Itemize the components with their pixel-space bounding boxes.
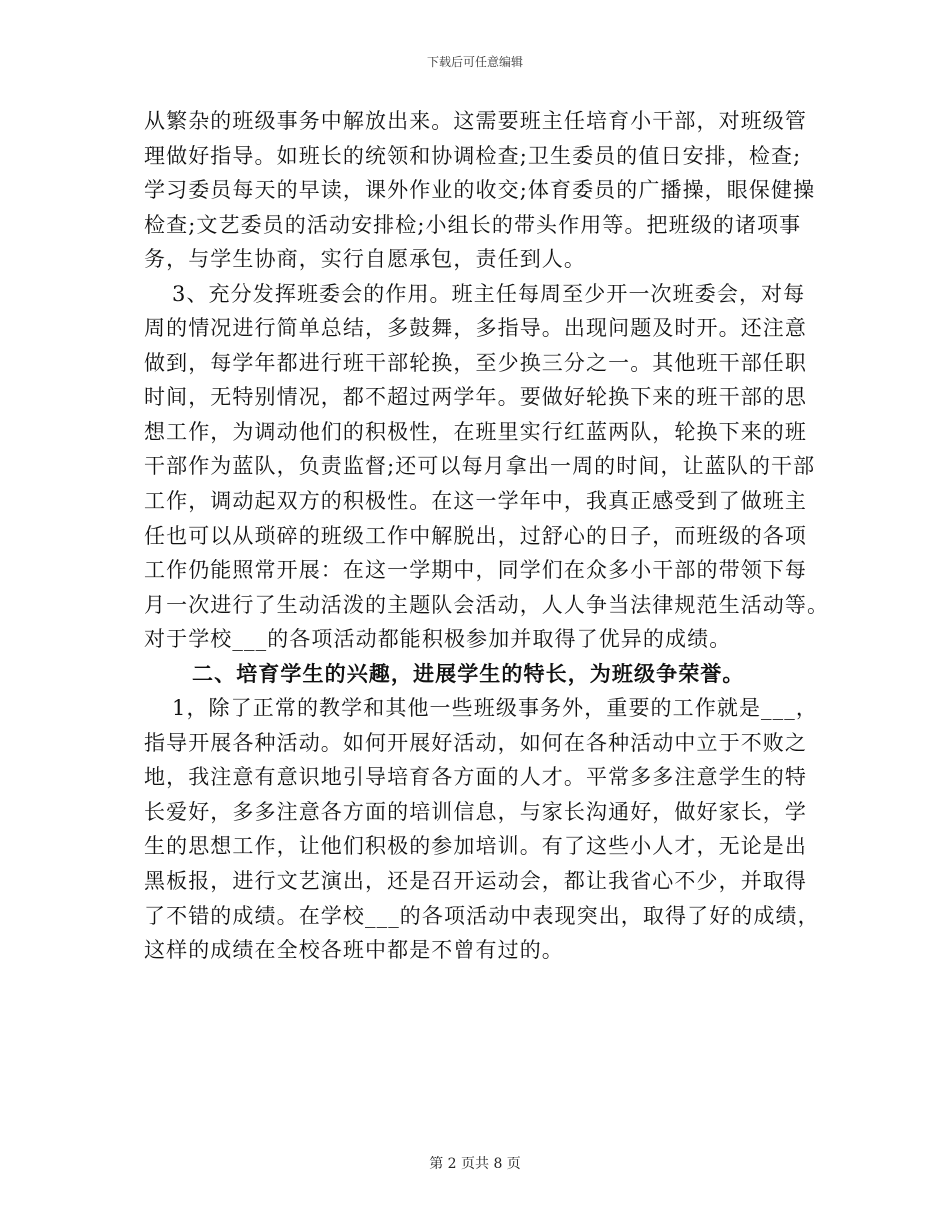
text-line: 地，我注意有意识地引导培育各方面的人才。平常多多注意学生的特 <box>144 765 807 790</box>
text-line: 周的情况进行简单总结，多鼓舞，多指导。出现问题及时开。还注意 <box>144 316 807 341</box>
text-line: 1，除了正常的教学和其他一些班级事务外，重要的工作就是___， <box>172 696 818 721</box>
page-footer: 第 2 页共 8 页 <box>429 1156 521 1172</box>
text-line: 学习委员每天的早读，课外作业的收交;体育委员的广播操，眼保健操 <box>144 178 816 203</box>
text-line: 理做好指导。如班长的统领和协调检查;卫生委员的值日安排，检查; <box>144 143 802 168</box>
document-body <box>144 104 830 968</box>
page-header: 下载后可任意编辑 <box>426 55 523 69</box>
text-line: 长爱好，多多注意各方面的培训信息，与家长沟通好，做好家长，学 <box>144 799 807 824</box>
text-line: 检查;文艺委员的活动安排检;小组长的带头作用等。把班级的诸项事 <box>144 212 802 237</box>
paragraph-3 <box>144 691 820 967</box>
text-line: 指导开展各种活动。如何开展好活动，如何在各种活动中立于不败之 <box>144 730 807 755</box>
text-line: 时间，无特别情况，都不超过两学年。要做好轮换下来的班干部的思 <box>144 385 807 410</box>
text-line: 这样的成绩在全校各班中都是不曾有过的。 <box>144 938 564 963</box>
text-line: 了不错的成绩。在学校___的各项活动中表现突出，取得了好的成绩， <box>144 903 820 928</box>
text-line: 任也可以从琐碎的班级工作中解脱出，过舒心的日子，而班级的各项 <box>144 523 807 548</box>
text-line: 黑板报，进行文艺演出，还是召开运动会，都让我省心不少，并取得 <box>144 869 807 894</box>
text-line: 工作，调动起双方的积极性。在这一学年中，我真正感受到了做班主 <box>144 489 807 514</box>
text-line: 从繁杂的班级事务中解放出来。这需要班主任培育小干部，对班级管 <box>144 109 807 133</box>
text-line: 生的思想工作，让他们积极的参加培训。有了这些小人才，无论是出 <box>144 834 807 859</box>
paragraph-2 <box>144 277 830 657</box>
text-line: 想工作，为调动他们的积极性，在班里实行红蓝两队，轮换下来的班 <box>144 419 807 444</box>
heading-line: 二、培育学生的兴趣，进展学生的特长，为班级争荣誉。 <box>192 660 745 686</box>
text-line: 做到，每学年都进行班干部轮换，至少换三分之一。其他班干部任职 <box>144 350 807 375</box>
text-line: 工作仍能照常开展：在这一学期中，同学们在众多小干部的带领下每 <box>144 558 807 583</box>
text-line: 干部作为蓝队，负责监督;还可以每月拿出一周的时间，让蓝队的干部 <box>144 454 816 479</box>
text-line: 月一次进行了生动活泼的主题队会活动，人人争当法律规范生活动等。 <box>144 592 830 617</box>
text-line: 务，与学生协商，实行自愿承包，责任到人。 <box>144 247 586 272</box>
paragraph-1 <box>144 104 816 277</box>
text-line: 3、充分发挥班委会的作用。班主任每周至少开一次班委会，对每 <box>172 281 806 306</box>
text-line: 对于学校___的各项活动都能积极参加并取得了优异的成绩。 <box>144 627 732 652</box>
section-heading <box>144 657 806 692</box>
